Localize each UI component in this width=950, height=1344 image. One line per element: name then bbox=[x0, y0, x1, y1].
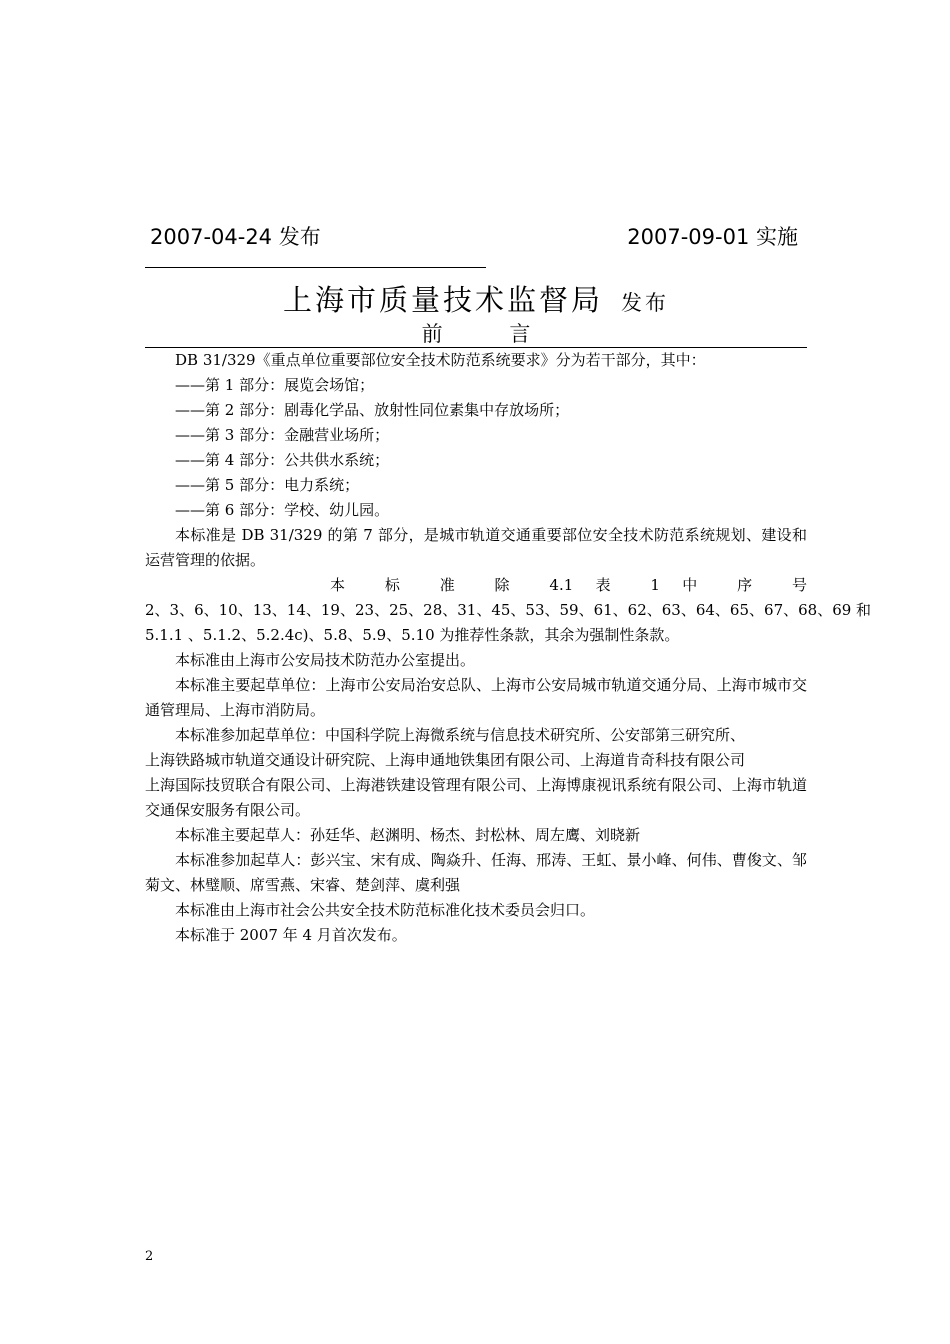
page-number: 2 bbox=[145, 1249, 154, 1264]
paragraph-recommended-clauses-line-2: 2、3、6、10、13、14、19、23、25、28、31、45、53、59、61、62、63、64、65、67、68、69 和 bbox=[145, 601, 872, 619]
paragraph-participating-units-line-2: 上海铁路城市轨道交通设计研究院、上海申通地铁集团有限公司、上海道肯奇科技有限公司 bbox=[145, 751, 746, 769]
list-item-part-3: ——第 3 部分：金融营业场所； bbox=[175, 426, 390, 444]
paragraph-recommended-clauses-line-3: 5.1.1 、5.1.2、5.2.4c)、5.8、5.9、5.10 为推荐性条款，其余为强制性条款。 bbox=[145, 626, 680, 644]
paragraph-responsible-committee: 本标准由上海市社会公共安全技术防范标准化技术委员会归口。 bbox=[175, 901, 596, 919]
list-item-part-2: ——第 2 部分：剧毒化学品、放射性同位素集中存放场所； bbox=[175, 401, 570, 419]
publisher-name: 上海市质量技术监督局 bbox=[282, 283, 603, 317]
list-item-part-1: ——第 1 部分：展览会场馆； bbox=[175, 376, 375, 394]
paragraph-recommended-clauses-line-1: 本 标 准 除 4.1 表 1 中 序 号 bbox=[330, 576, 807, 594]
list-item-part-6: ——第 6 部分：学校、幼儿园。 bbox=[175, 501, 390, 519]
paragraph-participating-units-line-1: 本标准参加起草单位：中国科学院上海微系统与信息技术研究所、公安部第三研究所、 bbox=[175, 726, 746, 744]
publisher-action: 发布 bbox=[621, 291, 669, 315]
implementation-date: 2007-09-01 实施 bbox=[627, 225, 798, 249]
paragraph-scope: 本标准是 DB 31/329 的第 7 部分，是城市轨道交通重要部位安全技术防范系统规划、建设和运营管理的依据。 bbox=[145, 526, 807, 569]
paragraph-first-release: 本标准于 2007 年 4 月首次发布。 bbox=[175, 926, 407, 944]
paragraph-main-drafting-units: 本标准主要起草单位：上海市公安局治安总队、上海市公安局城市轨道交通分局、上海市城市交通管理局、上海市消防局。 bbox=[145, 676, 807, 719]
issue-date: 2007-04-24 发布 bbox=[150, 225, 321, 249]
paragraph-intro: DB 31/329《重点单位重要部位安全技术防范系统要求》分为若干部分，其中： bbox=[175, 351, 706, 369]
header-divider-short bbox=[145, 267, 486, 268]
section-title: 前 言 bbox=[421, 322, 561, 346]
foreword-body bbox=[145, 348, 872, 948]
publisher-line bbox=[145, 280, 807, 325]
list-item-part-5: ——第 5 部分：电力系统； bbox=[175, 476, 360, 494]
paragraph-proposer: 本标准由上海市公安局技术防范办公室提出。 bbox=[175, 651, 476, 669]
paragraph-main-drafters: 本标准主要起草人：孙廷华、赵渊明、杨杰、封松林、周左鹰、刘晓新 bbox=[175, 826, 641, 844]
paragraph-participating-drafters: 本标准参加起草人：彭兴宝、宋有成、陶焱升、任海、邢涛、王虹、景小峰、何伟、曹俊文、邹菊文、林璧顺、席雪燕、宋睿、楚剑萍、虞利强 bbox=[145, 851, 807, 894]
list-item-part-4: ——第 4 部分：公共供水系统； bbox=[175, 451, 390, 469]
paragraph-participating-units-line-3: 上海国际技贸联合有限公司、上海港铁建设管理有限公司、上海博康视讯系统有限公司、上海市轨道交通保安服务有限公司。 bbox=[145, 776, 807, 819]
